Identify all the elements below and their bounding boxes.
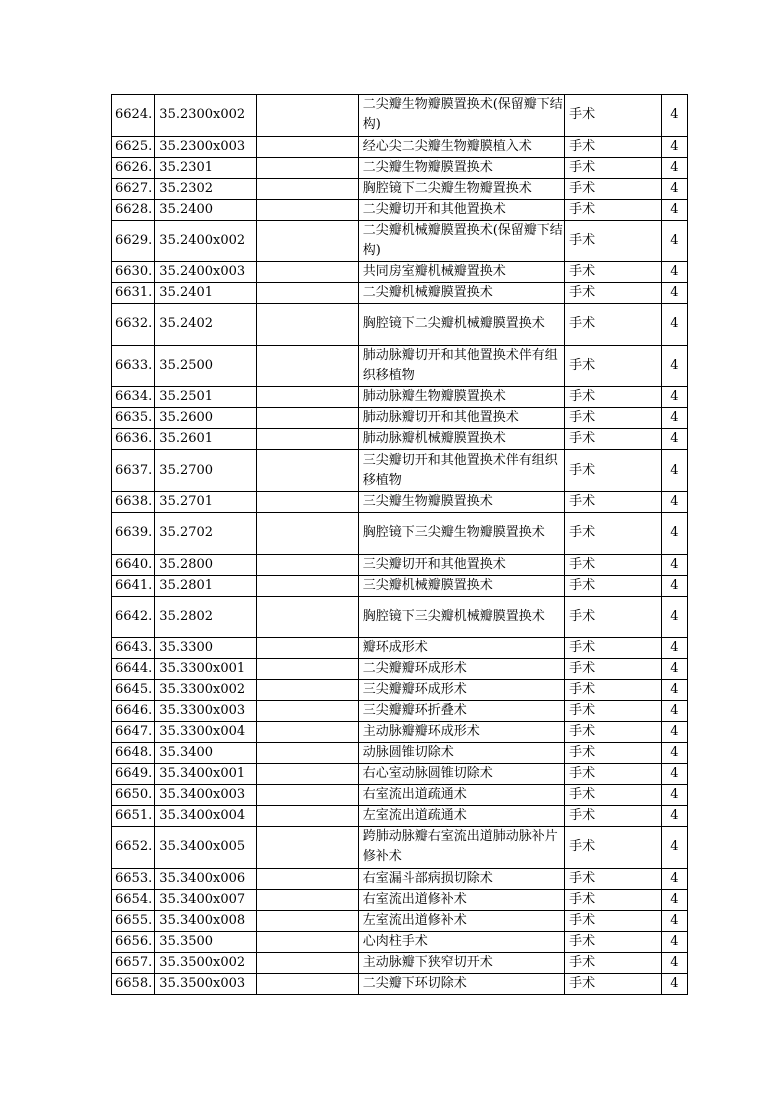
row-number-cell: 6639. xyxy=(112,512,155,554)
procedure-name-cell: 经心尖二尖瓣生物瓣膜植入术 xyxy=(358,136,564,157)
procedure-name-cell: 二尖瓣下环切除术 xyxy=(358,973,564,994)
procedure-code-cell: 35.2801 xyxy=(155,575,257,596)
procedure-name-cell: 瓣环成形术 xyxy=(358,638,564,659)
table-row xyxy=(112,973,688,994)
procedure-code-cell: 35.3400x007 xyxy=(155,889,257,910)
procedure-name-cell: 胸腔镜下三尖瓣机械瓣膜置换术 xyxy=(358,596,564,638)
table-row xyxy=(112,157,688,178)
grade-cell: 4 xyxy=(661,512,687,554)
empty-cell xyxy=(257,429,359,450)
table-row xyxy=(112,178,688,199)
row-number-cell: 6645. xyxy=(112,680,155,701)
row-number-cell: 6653. xyxy=(112,868,155,889)
procedure-code-cell: 35.3300x003 xyxy=(155,701,257,722)
row-number-cell: 6649. xyxy=(112,764,155,785)
row-number-cell: 6637. xyxy=(112,450,155,492)
table-row xyxy=(112,952,688,973)
grade-cell: 4 xyxy=(661,429,687,450)
procedure-name-cell: 右心室动脉圆锥切除术 xyxy=(358,764,564,785)
empty-cell xyxy=(257,178,359,199)
row-number-cell: 6643. xyxy=(112,638,155,659)
empty-cell xyxy=(257,931,359,952)
procedure-name-cell: 肺动脉瓣切开和其他置换术伴有组织移植物 xyxy=(358,345,564,387)
category-cell: 手术 xyxy=(565,910,662,931)
category-cell: 手术 xyxy=(565,806,662,827)
grade-cell: 4 xyxy=(661,450,687,492)
procedure-name-cell: 主动脉瓣瓣环成形术 xyxy=(358,722,564,743)
table-row xyxy=(112,743,688,764)
grade-cell: 4 xyxy=(661,387,687,408)
empty-cell xyxy=(257,450,359,492)
table-row xyxy=(112,283,688,304)
grade-cell: 4 xyxy=(661,304,687,346)
procedure-name-cell: 二尖瓣机械瓣膜置换术(保留瓣下结构) xyxy=(358,220,564,262)
procedure-name-cell: 左室流出道疏通术 xyxy=(358,806,564,827)
row-number-cell: 6652. xyxy=(112,827,155,869)
table-row xyxy=(112,220,688,262)
procedure-code-cell: 35.2701 xyxy=(155,491,257,512)
procedure-code-cell: 35.3400 xyxy=(155,743,257,764)
category-cell: 手术 xyxy=(565,199,662,220)
grade-cell: 4 xyxy=(661,575,687,596)
grade-cell: 4 xyxy=(661,220,687,262)
category-cell: 手术 xyxy=(565,743,662,764)
procedure-code-cell: 35.3400x005 xyxy=(155,827,257,869)
empty-cell xyxy=(257,910,359,931)
procedure-code-cell: 35.3300 xyxy=(155,638,257,659)
procedure-code-cell: 35.2501 xyxy=(155,387,257,408)
empty-cell xyxy=(257,554,359,575)
row-number-cell: 6632. xyxy=(112,304,155,346)
row-number-cell: 6646. xyxy=(112,701,155,722)
procedure-name-cell: 三尖瓣生物瓣膜置换术 xyxy=(358,491,564,512)
grade-cell: 4 xyxy=(661,952,687,973)
table-row xyxy=(112,638,688,659)
procedure-code-cell: 35.2302 xyxy=(155,178,257,199)
procedure-code-cell: 35.2301 xyxy=(155,157,257,178)
empty-cell xyxy=(257,136,359,157)
procedure-code-cell: 35.2800 xyxy=(155,554,257,575)
grade-cell: 4 xyxy=(661,931,687,952)
procedure-code-cell: 35.3300x004 xyxy=(155,722,257,743)
procedure-name-cell: 二尖瓣生物瓣膜置换术(保留瓣下结构) xyxy=(358,95,564,137)
procedure-code-table xyxy=(111,94,688,995)
table-row xyxy=(112,680,688,701)
row-number-cell: 6633. xyxy=(112,345,155,387)
procedure-name-cell: 三尖瓣机械瓣膜置换术 xyxy=(358,575,564,596)
grade-cell: 4 xyxy=(661,743,687,764)
empty-cell xyxy=(257,304,359,346)
row-number-cell: 6625. xyxy=(112,136,155,157)
procedure-name-cell: 二尖瓣切开和其他置换术 xyxy=(358,199,564,220)
procedure-code-cell: 35.2400x003 xyxy=(155,262,257,283)
table-row xyxy=(112,701,688,722)
row-number-cell: 6634. xyxy=(112,387,155,408)
procedure-code-cell: 35.3300x002 xyxy=(155,680,257,701)
category-cell: 手术 xyxy=(565,429,662,450)
grade-cell: 4 xyxy=(661,178,687,199)
empty-cell xyxy=(257,701,359,722)
row-number-cell: 6631. xyxy=(112,283,155,304)
grade-cell: 4 xyxy=(661,659,687,680)
row-number-cell: 6651. xyxy=(112,806,155,827)
grade-cell: 4 xyxy=(661,262,687,283)
grade-cell: 4 xyxy=(661,680,687,701)
table-row xyxy=(112,868,688,889)
table-row xyxy=(112,554,688,575)
procedure-code-cell: 35.2601 xyxy=(155,429,257,450)
table-row xyxy=(112,659,688,680)
category-cell: 手术 xyxy=(565,387,662,408)
procedure-code-cell: 35.3400x008 xyxy=(155,910,257,931)
grade-cell: 4 xyxy=(661,910,687,931)
grade-cell: 4 xyxy=(661,764,687,785)
procedure-name-cell: 右室流出道疏通术 xyxy=(358,785,564,806)
empty-cell xyxy=(257,638,359,659)
table-row xyxy=(112,491,688,512)
procedure-name-cell: 三尖瓣切开和其他置换术 xyxy=(358,554,564,575)
table-row xyxy=(112,450,688,492)
procedure-code-cell: 35.2600 xyxy=(155,408,257,429)
procedure-code-cell: 35.3300x001 xyxy=(155,659,257,680)
category-cell: 手术 xyxy=(565,262,662,283)
category-cell: 手术 xyxy=(565,785,662,806)
table-row xyxy=(112,345,688,387)
table-row xyxy=(112,387,688,408)
category-cell: 手术 xyxy=(565,450,662,492)
grade-cell: 4 xyxy=(661,638,687,659)
empty-cell xyxy=(257,764,359,785)
empty-cell xyxy=(257,952,359,973)
category-cell: 手术 xyxy=(565,931,662,952)
category-cell: 手术 xyxy=(565,178,662,199)
category-cell: 手术 xyxy=(565,136,662,157)
procedure-name-cell: 三尖瓣瓣环折叠术 xyxy=(358,701,564,722)
table-row xyxy=(112,575,688,596)
empty-cell xyxy=(257,973,359,994)
category-cell: 手术 xyxy=(565,764,662,785)
procedure-code-cell: 35.2402 xyxy=(155,304,257,346)
procedure-code-cell: 35.3400x001 xyxy=(155,764,257,785)
table-row xyxy=(112,764,688,785)
table-row xyxy=(112,429,688,450)
grade-cell: 4 xyxy=(661,157,687,178)
row-number-cell: 6627. xyxy=(112,178,155,199)
row-number-cell: 6638. xyxy=(112,491,155,512)
grade-cell: 4 xyxy=(661,868,687,889)
table-row xyxy=(112,722,688,743)
category-cell: 手术 xyxy=(565,512,662,554)
empty-cell xyxy=(257,512,359,554)
table-row xyxy=(112,304,688,346)
row-number-cell: 6635. xyxy=(112,408,155,429)
procedure-name-cell: 右室流出道修补术 xyxy=(358,889,564,910)
procedure-name-cell: 肺动脉瓣生物瓣膜置换术 xyxy=(358,387,564,408)
category-cell: 手术 xyxy=(565,575,662,596)
procedure-name-cell: 主动脉瓣下狭窄切开术 xyxy=(358,952,564,973)
category-cell: 手术 xyxy=(565,220,662,262)
procedure-code-cell: 35.2700 xyxy=(155,450,257,492)
table-row xyxy=(112,512,688,554)
empty-cell xyxy=(257,785,359,806)
category-cell: 手术 xyxy=(565,283,662,304)
grade-cell: 4 xyxy=(661,722,687,743)
procedure-code-cell: 35.2400x002 xyxy=(155,220,257,262)
category-cell: 手术 xyxy=(565,680,662,701)
procedure-code-cell: 35.3400x004 xyxy=(155,806,257,827)
grade-cell: 4 xyxy=(661,973,687,994)
empty-cell xyxy=(257,722,359,743)
category-cell: 手术 xyxy=(565,95,662,137)
category-cell: 手术 xyxy=(565,722,662,743)
empty-cell xyxy=(257,491,359,512)
grade-cell: 4 xyxy=(661,554,687,575)
category-cell: 手术 xyxy=(565,157,662,178)
procedure-name-cell: 跨肺动脉瓣右室流出道肺动脉补片修补术 xyxy=(358,827,564,869)
table-row xyxy=(112,95,688,137)
procedure-code-cell: 35.3500x003 xyxy=(155,973,257,994)
table-row xyxy=(112,596,688,638)
grade-cell: 4 xyxy=(661,596,687,638)
table-row xyxy=(112,827,688,869)
procedure-name-cell: 左室流出道修补术 xyxy=(358,910,564,931)
table-row xyxy=(112,931,688,952)
table-row xyxy=(112,408,688,429)
empty-cell xyxy=(257,157,359,178)
row-number-cell: 6657. xyxy=(112,952,155,973)
grade-cell: 4 xyxy=(661,199,687,220)
grade-cell: 4 xyxy=(661,701,687,722)
empty-cell xyxy=(257,596,359,638)
category-cell: 手术 xyxy=(565,889,662,910)
procedure-name-cell: 三尖瓣切开和其他置换术伴有组织移植物 xyxy=(358,450,564,492)
grade-cell: 4 xyxy=(661,889,687,910)
row-number-cell: 6628. xyxy=(112,199,155,220)
table-row xyxy=(112,889,688,910)
row-number-cell: 6654. xyxy=(112,889,155,910)
category-cell: 手术 xyxy=(565,952,662,973)
procedure-name-cell: 共同房室瓣机械瓣置换术 xyxy=(358,262,564,283)
table-row xyxy=(112,785,688,806)
procedure-code-cell: 35.2802 xyxy=(155,596,257,638)
row-number-cell: 6629. xyxy=(112,220,155,262)
category-cell: 手术 xyxy=(565,868,662,889)
procedure-name-cell: 三尖瓣瓣环成形术 xyxy=(358,680,564,701)
category-cell: 手术 xyxy=(565,701,662,722)
row-number-cell: 6641. xyxy=(112,575,155,596)
empty-cell xyxy=(257,387,359,408)
table-row xyxy=(112,136,688,157)
row-number-cell: 6655. xyxy=(112,910,155,931)
category-cell: 手术 xyxy=(565,659,662,680)
procedure-name-cell: 心肉柱手术 xyxy=(358,931,564,952)
empty-cell xyxy=(257,262,359,283)
empty-cell xyxy=(257,283,359,304)
procedure-code-cell: 35.2300x002 xyxy=(155,95,257,137)
empty-cell xyxy=(257,743,359,764)
category-cell: 手术 xyxy=(565,973,662,994)
empty-cell xyxy=(257,827,359,869)
procedure-name-cell: 肺动脉瓣切开和其他置换术 xyxy=(358,408,564,429)
table-body xyxy=(112,95,688,995)
row-number-cell: 6647. xyxy=(112,722,155,743)
grade-cell: 4 xyxy=(661,806,687,827)
category-cell: 手术 xyxy=(565,491,662,512)
procedure-name-cell: 动脉圆锥切除术 xyxy=(358,743,564,764)
grade-cell: 4 xyxy=(661,283,687,304)
grade-cell: 4 xyxy=(661,408,687,429)
procedure-code-cell: 35.3400x006 xyxy=(155,868,257,889)
procedure-name-cell: 二尖瓣生物瓣膜置换术 xyxy=(358,157,564,178)
empty-cell xyxy=(257,199,359,220)
row-number-cell: 6656. xyxy=(112,931,155,952)
row-number-cell: 6624. xyxy=(112,95,155,137)
empty-cell xyxy=(257,408,359,429)
empty-cell xyxy=(257,575,359,596)
category-cell: 手术 xyxy=(565,827,662,869)
row-number-cell: 6642. xyxy=(112,596,155,638)
procedure-code-cell: 35.3500 xyxy=(155,931,257,952)
grade-cell: 4 xyxy=(661,95,687,137)
table-row xyxy=(112,199,688,220)
empty-cell xyxy=(257,659,359,680)
row-number-cell: 6630. xyxy=(112,262,155,283)
category-cell: 手术 xyxy=(565,596,662,638)
empty-cell xyxy=(257,220,359,262)
grade-cell: 4 xyxy=(661,785,687,806)
row-number-cell: 6658. xyxy=(112,973,155,994)
procedure-name-cell: 肺动脉瓣机械瓣膜置换术 xyxy=(358,429,564,450)
empty-cell xyxy=(257,889,359,910)
procedure-code-cell: 35.2400 xyxy=(155,199,257,220)
procedure-name-cell: 胸腔镜下二尖瓣机械瓣膜置换术 xyxy=(358,304,564,346)
grade-cell: 4 xyxy=(661,136,687,157)
procedure-code-cell: 35.2500 xyxy=(155,345,257,387)
category-cell: 手术 xyxy=(565,638,662,659)
grade-cell: 4 xyxy=(661,827,687,869)
table-row xyxy=(112,910,688,931)
table-row xyxy=(112,806,688,827)
procedure-name-cell: 右室漏斗部病损切除术 xyxy=(358,868,564,889)
row-number-cell: 6626. xyxy=(112,157,155,178)
empty-cell xyxy=(257,95,359,137)
procedure-name-cell: 胸腔镜下二尖瓣生物瓣置换术 xyxy=(358,178,564,199)
row-number-cell: 6650. xyxy=(112,785,155,806)
row-number-cell: 6648. xyxy=(112,743,155,764)
empty-cell xyxy=(257,680,359,701)
procedure-code-cell: 35.2300x003 xyxy=(155,136,257,157)
procedure-code-cell: 35.2702 xyxy=(155,512,257,554)
row-number-cell: 6640. xyxy=(112,554,155,575)
category-cell: 手术 xyxy=(565,345,662,387)
grade-cell: 4 xyxy=(661,491,687,512)
procedure-name-cell: 二尖瓣机械瓣膜置换术 xyxy=(358,283,564,304)
procedure-code-cell: 35.3400x003 xyxy=(155,785,257,806)
empty-cell xyxy=(257,868,359,889)
category-cell: 手术 xyxy=(565,554,662,575)
category-cell: 手术 xyxy=(565,304,662,346)
procedure-code-cell: 35.2401 xyxy=(155,283,257,304)
procedure-code-cell: 35.3500x002 xyxy=(155,952,257,973)
procedure-name-cell: 胸腔镜下三尖瓣生物瓣膜置换术 xyxy=(358,512,564,554)
row-number-cell: 6636. xyxy=(112,429,155,450)
empty-cell xyxy=(257,345,359,387)
grade-cell: 4 xyxy=(661,345,687,387)
category-cell: 手术 xyxy=(565,408,662,429)
row-number-cell: 6644. xyxy=(112,659,155,680)
table-row xyxy=(112,262,688,283)
procedure-name-cell: 二尖瓣瓣环成形术 xyxy=(358,659,564,680)
empty-cell xyxy=(257,806,359,827)
